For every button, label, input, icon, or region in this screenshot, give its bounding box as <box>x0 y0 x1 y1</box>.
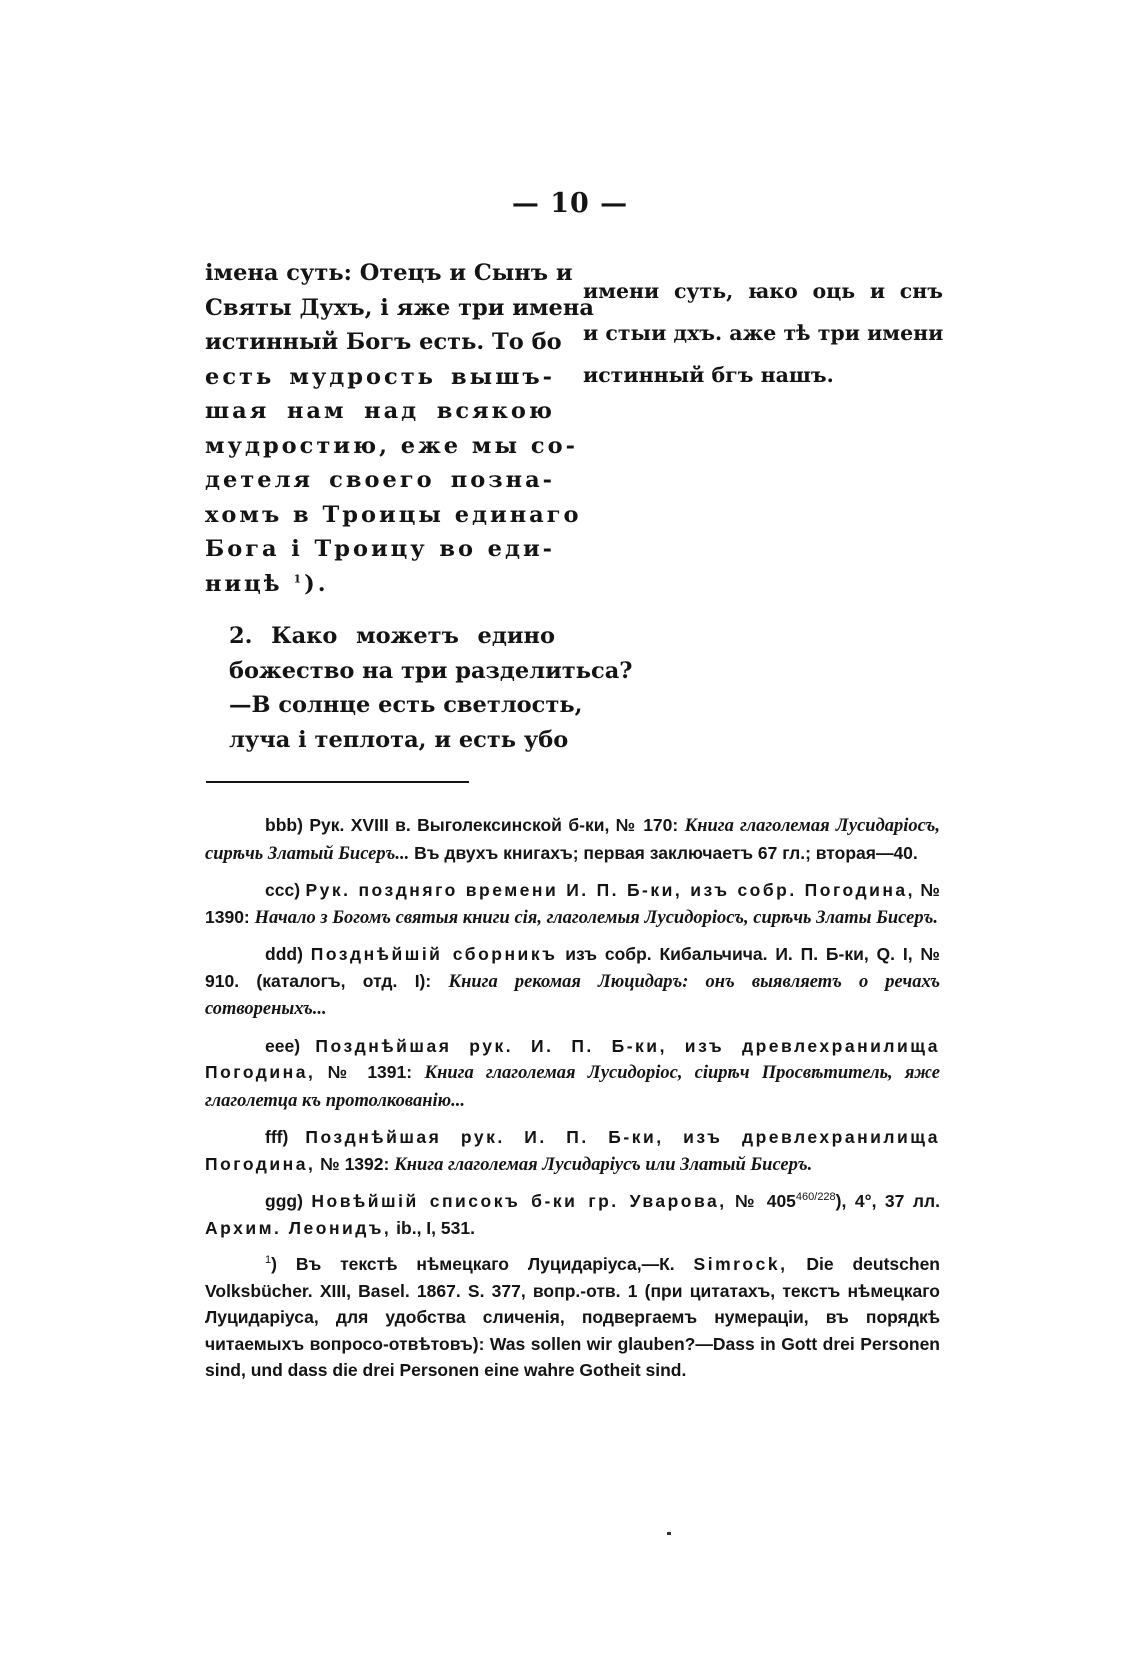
footnote-title: Книга глаголемая Лусидоріос, сіирѣч Просвѣтитель, яже глаголетца къ протолкованію... <box>205 1063 940 1111</box>
footnote-ref: 1 <box>293 572 305 585</box>
footnote-eee <box>205 1033 940 1115</box>
text-line: истинный бгъ нашъ. <box>583 363 834 387</box>
footnote-bbb <box>205 812 940 867</box>
footnote-label: eee) <box>265 1035 301 1056</box>
text-line: імена суть: Отецъ и Сынъ и <box>205 260 573 286</box>
footnotes <box>205 812 940 1394</box>
footnote-title: Книга рекомая Люцидаръ: онъ выявляетъ о речахъ сотвореныхъ... <box>205 971 940 1019</box>
text-line: имени суть, ꙗко оць и снъ <box>583 279 943 303</box>
footnote-text: ), 4°, <box>835 1191 877 1211</box>
footnote-text: № 405 <box>735 1191 796 1211</box>
text-line: детеля своего позна- <box>205 467 555 493</box>
page-number: — 10 — <box>511 188 629 219</box>
text-line: Бога і Троицу во еди- <box>205 536 555 562</box>
footnote-text: изъ собр. Кибальчича. И. П. Б-ки, Q. I, № 910. (каталогъ, отд. I): <box>205 944 940 991</box>
footnote-text: Рук. XVIII в. Выголексинской б-ки, № 170: <box>309 815 679 835</box>
text-line: 2. Како можетъ едино <box>229 623 555 649</box>
text-line: Святы Духъ, і яже три имена <box>205 294 594 321</box>
footnote-ccc <box>205 877 940 931</box>
footnote-text: ib., I, 531. <box>396 1217 475 1238</box>
text-line: луча і теплота, и есть убо <box>229 726 569 753</box>
footnote-label: ccc) <box>265 880 301 900</box>
text-line: истинный Богъ есть. То бо <box>205 329 562 355</box>
footnote-text-spaced: Позднѣйшая рук. И. П. Б-ки, изъ древлехранилища Погодина, <box>205 1035 940 1082</box>
footnote-fraction: 460/228 <box>795 1191 836 1204</box>
text-line: есть мудрость вышъ- <box>205 363 555 390</box>
footnote-ggg <box>205 1188 940 1241</box>
footnote-label: ddd) <box>265 944 303 964</box>
footnote-ddd <box>205 941 940 1023</box>
text-line: —В солнце есть светлость, <box>229 692 583 718</box>
text-line: божество на три разделитьса? <box>229 657 633 684</box>
footnote-title: Начало з Богомъ святыя книги сія, глаголемыя Лусидоріосъ, сирѣчь Златы Бисеръ. <box>254 907 938 928</box>
footnote-text-spaced: Архим. Леонидъ, <box>205 1217 392 1238</box>
right-column <box>583 270 943 396</box>
footnote-text-spaced: Позднѣйшая рук. И. П. Б-ки, изъ древлехранилища Погодина, <box>205 1127 940 1174</box>
right-paragraph <box>583 270 943 396</box>
text-line <box>205 567 555 602</box>
footnote-text-spaced: Позднѣйшій сборникъ <box>310 944 558 964</box>
footnote-text-spaced: Новѣйшій списокъ б-ки гр. Уварова, <box>311 1191 727 1211</box>
footnote-label: bbb) <box>265 815 303 835</box>
footnote-label: ggg) <box>265 1191 303 1211</box>
footnote-1 <box>205 1251 940 1384</box>
text-line-words: ницѣ <box>205 570 283 597</box>
print-speck <box>667 1532 671 1535</box>
footnote-label: 1 <box>265 1254 272 1267</box>
footnote-text-spaced: Рук. поздняго времени И. П. Б-ки, изъ собр. Погодина, <box>305 880 915 900</box>
footnote-text: Die deutschen Volksbücher. XIII, Basel. 1867. S. 377, вопр.-отв. 1 (при цитатахъ, текстъ нѣмецкаго Луцидаріуса, для удобства сличенія, подвергаемъ нумераціи, въ порядкѣ читаемыхъ вопросо-отвѣтовъ): Was sollen wir glauben?—Dass in Gott drei Personen sind, und dass die drei Personen eine wahre Gotheit sind. <box>205 1254 940 1380</box>
text-line-tail: ). <box>304 570 329 597</box>
footnote-separator <box>206 781 469 783</box>
footnote-text: № 1392: <box>320 1153 390 1174</box>
text-line: шая нам над всякою <box>205 398 555 424</box>
footnote-text: 37 лл. <box>884 1191 940 1211</box>
footnote-title: Книга глаголемая Лусидаріосъ, сирѣчь Златый Бисеръ... <box>205 816 940 864</box>
left-paragraph-1 <box>205 256 594 601</box>
text-line: хомъ в Троицы единаго <box>205 501 582 528</box>
footnote-text: № 1390: <box>205 880 940 927</box>
footnote-label: fff) <box>265 1127 289 1147</box>
footnote-text: Въ двухъ книгахъ; первая заключаетъ 67 гл.; вторая—40. <box>414 842 918 863</box>
footnote-text: ) Въ текстѣ нѣмецкаго Луцидаріуса,—К. <box>271 1254 675 1274</box>
left-paragraph-2 <box>205 619 633 757</box>
text-line: и стыи дхъ. аже тѣ три имени <box>583 321 944 345</box>
footnote-author: Simrock, <box>693 1254 788 1274</box>
text-line: мудростию, еже мы со- <box>205 432 578 459</box>
footnote-text: № 1391: <box>327 1062 413 1082</box>
footnote-fff <box>205 1124 940 1178</box>
footnote-title: Книга глаголемая Лусидаріусъ или Златый Бисеръ. <box>394 1154 813 1175</box>
left-column <box>205 256 633 757</box>
